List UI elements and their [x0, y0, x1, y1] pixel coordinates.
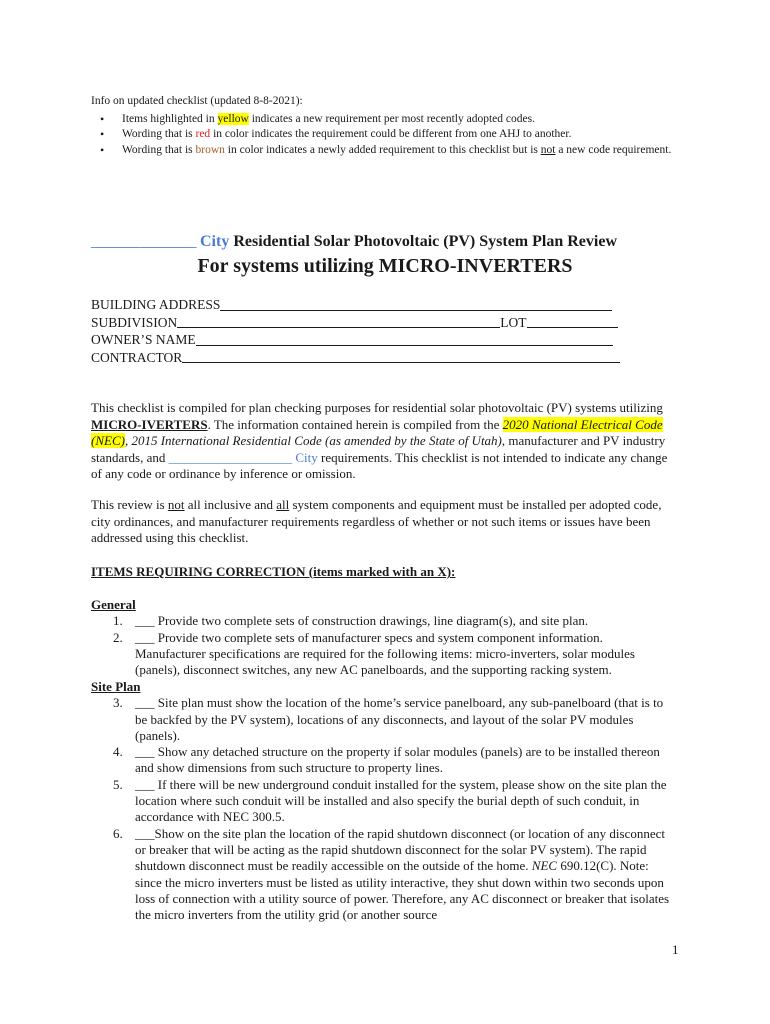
- lot-line[interactable]: [527, 315, 618, 328]
- checklist-item[interactable]: 4. ___ Show any detached structure on the property if solar modules (panels) are to be installed thereon and show dimensions from such structure to property lines.: [113, 744, 660, 776]
- info-bullet-yellow: • Items highlighted in yellow indicates a new requirement per most recently adopted codes.: [122, 112, 701, 128]
- info-bullet-red: • Wording that is red in color indicates the requirement could be different from one AHJ to another.: [122, 127, 701, 143]
- update-info-heading: Info on updated checklist (updated 8-8-2021):: [91, 95, 303, 107]
- nec-reference: 2020 National Electrical Code (NEC): [91, 416, 663, 448]
- building-address-label: BUILDING ADDRESS: [91, 297, 221, 312]
- owners-name-line[interactable]: [196, 333, 613, 346]
- contractor-line[interactable]: [182, 350, 620, 363]
- page-title: [91, 233, 701, 251]
- owners-name-field[interactable]: [91, 331, 651, 349]
- page-number: 1: [672, 942, 679, 957]
- title-city: City: [200, 233, 230, 250]
- lot-label: LOT: [500, 314, 527, 330]
- contractor-field[interactable]: [91, 349, 651, 367]
- checklist-item[interactable]: 6. ___Show on the site plan the location of the rapid shutdown disconnect (or location of any disconnect or breaker that will be acting as the rapid shutdown disconnect for the solar PV system). The rapid shutdown disconnect must be readily accessible on the outside of the home. NEC 690.12(C). Note: since the micro inverters must be listed as utility interactive, they shut down within two seconds upon loss of connection with a utility source of power. Therefore, any AC disconnect or breaker that isolates the micro inverters from the utility grid (or another source: [113, 825, 670, 923]
- red-word: red: [195, 128, 211, 140]
- subdivision-label: SUBDIVISION: [91, 314, 178, 330]
- checklist-item[interactable]: 1. ___ Provide two complete sets of construction drawings, line diagram(s), and site plan.: [113, 613, 589, 629]
- owners-name-label: OWNER’S NAME: [91, 332, 196, 347]
- checklist-item[interactable]: 2. ___ Provide two complete sets of manufacturer specs and system component information. Manufacturer specifications are required for the following items: micro-inverters, solar modules (panels), disconnect switches, any new AC panelboards, and the supporting racking system.: [113, 629, 635, 678]
- general-section: [91, 597, 671, 678]
- brown-word: brown: [195, 143, 225, 156]
- general-heading: General: [91, 597, 136, 612]
- micro-inverters-term: MICRO-IVERTERS: [91, 416, 208, 432]
- city-name-blank: ______________: [91, 233, 196, 250]
- subdivision-field[interactable]: [91, 314, 651, 332]
- contractor-label: CONTRACTOR: [91, 349, 183, 365]
- items-requiring-correction-heading: ITEMS REQUIRING CORRECTION (items marked with an X):: [91, 564, 456, 579]
- update-info-list: [91, 112, 701, 159]
- info-bullet-brown: • Wording that is brown in color indicates a newly added requirement to this checklist but is not a new code requirement.: [122, 143, 701, 159]
- site-plan-section: [91, 679, 671, 923]
- disclaimer-paragraph: This review is not all inclusive and all system components and equipment must be installed per adopted code, city ordinances, and manufacturer requirements regardless of whether or not such items or issues have been addressed using this checklist.: [91, 497, 662, 545]
- page-subtitle: For systems utilizing MICRO-INVERTERS: [197, 255, 573, 277]
- site-plan-heading: Site Plan: [91, 679, 141, 694]
- yellow-highlight: yellow: [217, 112, 249, 125]
- checklist-item[interactable]: 3. ___ Site plan must show the location of the home’s service panelboard, any sub-panelboard (that is to be backfed by the PV system), locations of any disconnects, and layout of the solar PV modules (panels).: [113, 695, 664, 743]
- intro-paragraph: This checklist is compiled for plan checking purposes for residential solar photovoltaic (PV) systems utilizing MICRO-IVERTERS. The information contained herein is compiled from the 2020 National Electrical Code (NEC), 2015 International Residential Code (as amended by the State of Utah), manufacturer and PV industry standards, and ___________________ City requirements. This checklist is not intended to indicate any change of any code or ordinance by inference or omission.: [91, 400, 668, 481]
- city-requirements-blank: ___________________ City: [168, 449, 318, 465]
- project-fields: [91, 296, 651, 366]
- building-address-line[interactable]: [220, 298, 612, 311]
- irc-reference: , 2015 International Residential Code (as amended by the State of Utah): [124, 433, 502, 448]
- subdivision-line[interactable]: [177, 315, 500, 328]
- checklist-item[interactable]: 5. ___ If there will be new underground conduit installed for the system, please show on the site plan the location where such conduit will be installed and also specify the burial depth of such conduit, in accordance with NEC 300.5.: [113, 776, 667, 825]
- update-info: [91, 94, 701, 158]
- building-address-field[interactable]: [91, 296, 651, 314]
- title-text: Residential Solar Photovoltaic (PV) System Plan Review: [233, 233, 617, 250]
